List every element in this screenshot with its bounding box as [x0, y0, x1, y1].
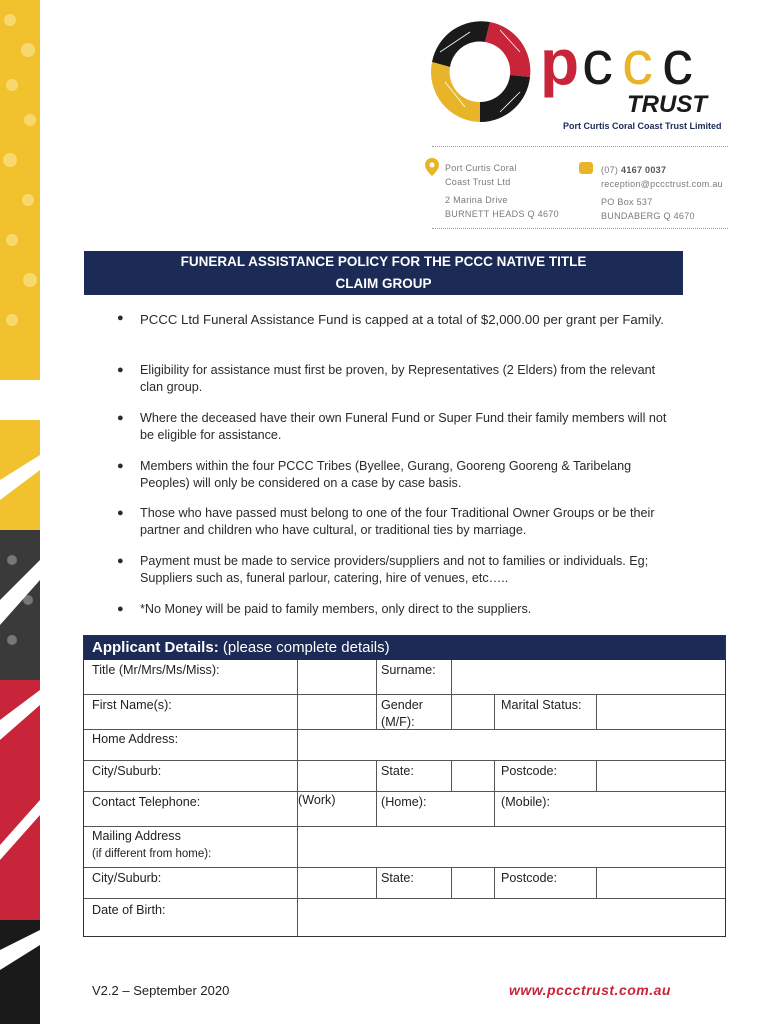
list-item: ● Where the deceased have their own Funeral Fund or Super Fund their family members will not be eligible for assistance. — [117, 411, 667, 442]
address-line-4: BURNETT HEADS Q 4670 — [445, 209, 559, 219]
svg-text:c: c — [582, 29, 613, 98]
svg-text:c: c — [662, 29, 693, 98]
state-2-input[interactable] — [452, 868, 493, 897]
address-line-2: Coast Trust Ltd — [445, 177, 511, 187]
home-phone-label: (Home): — [381, 795, 427, 809]
policy-title-line-1: FUNERAL ASSISTANCE POLICY FOR THE PCCC NATIVE TITLE — [180, 254, 587, 269]
gender-input[interactable] — [452, 695, 493, 728]
city-suburb-2-label: City/Suburb: — [92, 871, 162, 885]
mobile-phone-input[interactable] — [495, 810, 724, 825]
list-item: ● Members within the four PCCC Tribes (Byellee, Gurang, Gooreng Gooreng & Taribelang Peoples) will only be considered on a case by case basis. — [117, 459, 632, 490]
phone-prefix: (07) — [601, 165, 619, 175]
state-input[interactable] — [452, 761, 493, 790]
title-label: Title (Mr/Mrs/Ms/Miss): — [92, 663, 220, 677]
applicant-details-form — [83, 635, 726, 937]
state-2-label: State: — [381, 871, 414, 885]
location-pin-icon — [425, 158, 439, 176]
surname-input[interactable] — [452, 661, 724, 693]
address-line-3: 2 Marina Drive — [445, 195, 508, 205]
list-item: ● Payment must be made to service providers/suppliers and not to families or individuals. Eg; Suppliers such as, funeral parlour, catering, hire of venues, etc….. — [117, 554, 649, 585]
col-line — [376, 867, 377, 898]
address-line-1: Port Curtis Coral — [445, 163, 517, 173]
home-address-label: Home Address: — [92, 732, 179, 746]
svg-text:TRUST: TRUST — [627, 91, 707, 118]
form-heading-note: (please complete details) — [222, 639, 390, 656]
city-suburb-2-input[interactable] — [298, 868, 375, 897]
date-of-birth-input[interactable] — [298, 899, 724, 935]
mailing-address-label: Mailing Address — [92, 829, 181, 843]
phone-number: 4167 0037 — [621, 165, 667, 175]
postcode-2-label: Postcode: — [501, 871, 558, 885]
document-version: V2.2 – September 2020 — [92, 983, 230, 998]
divider-top — [432, 146, 728, 147]
city-suburb-input[interactable] — [298, 761, 375, 790]
work-phone-input[interactable] — [298, 810, 375, 825]
list-item: ● Eligibility for assistance must first be proven, by Representatives (2 Elders) from the relevant clan group. — [117, 363, 656, 394]
title-input[interactable] — [298, 661, 375, 693]
date-of-birth-label: Date of Birth: — [92, 903, 166, 917]
col-line — [494, 694, 495, 729]
contact-telephone-label: Contact Telephone: — [92, 795, 201, 809]
svg-text:c: c — [622, 29, 653, 98]
email-address: reception@pccctrust.com.au — [601, 179, 723, 189]
organisation-full-name: Port Curtis Coral Coast Trust Limited — [563, 121, 722, 131]
phone-icon — [579, 162, 593, 174]
form-heading-title: Applicant Details: — [92, 639, 219, 656]
postcode-label: Postcode: — [501, 764, 558, 778]
mailing-address-note: (if different from home): — [92, 848, 212, 860]
contact-details — [601, 163, 723, 223]
po-box: PO Box 537 — [601, 197, 653, 207]
row-line — [84, 791, 725, 792]
divider-bottom — [432, 228, 728, 229]
work-phone-label: (Work) — [298, 793, 336, 807]
home-address-input[interactable] — [298, 730, 724, 759]
postcode-2-input[interactable] — [597, 868, 724, 897]
gender-label: Gender (M/F): — [381, 698, 424, 729]
list-item: ● PCCC Ltd Funeral Assistance Fund is capped at a total of $2,000.00 per grant per Family. — [117, 312, 664, 327]
col-line — [494, 867, 495, 898]
decorative-side-strip — [0, 0, 40, 1024]
street-address — [445, 161, 559, 221]
mobile-phone-label: (Mobile): — [501, 795, 550, 809]
policy-title-banner — [84, 251, 683, 295]
marital-status-label: Marital Status: — [501, 698, 582, 712]
policy-title-line-2: CLAIM GROUP — [335, 276, 432, 291]
mailing-address-input[interactable] — [298, 827, 724, 866]
pccc-trust-logo — [422, 14, 732, 132]
first-name-input[interactable] — [298, 695, 375, 728]
list-item: ● Those who have passed must belong to one of the four Traditional Owner Groups or be their partner and children who have cultural, or traditional ties by marriage. — [117, 506, 655, 537]
form-heading — [84, 636, 725, 660]
state-label: State: — [381, 764, 414, 778]
svg-text:p: p — [540, 26, 580, 98]
col-line — [376, 660, 377, 694]
col-line — [376, 694, 377, 729]
postcode-input[interactable] — [597, 761, 724, 790]
first-name-label: First Name(s): — [92, 698, 172, 712]
po-town: BUNDABERG Q 4670 — [601, 211, 695, 221]
website-link[interactable]: www.pccctrust.com.au — [509, 982, 671, 998]
home-phone-input[interactable] — [377, 810, 493, 825]
surname-label: Surname: — [381, 663, 436, 677]
city-suburb-label: City/Suburb: — [92, 764, 162, 778]
marital-status-input[interactable] — [597, 695, 724, 728]
list-item: ● *No Money will be paid to family members, only direct to the suppliers. — [117, 602, 532, 616]
